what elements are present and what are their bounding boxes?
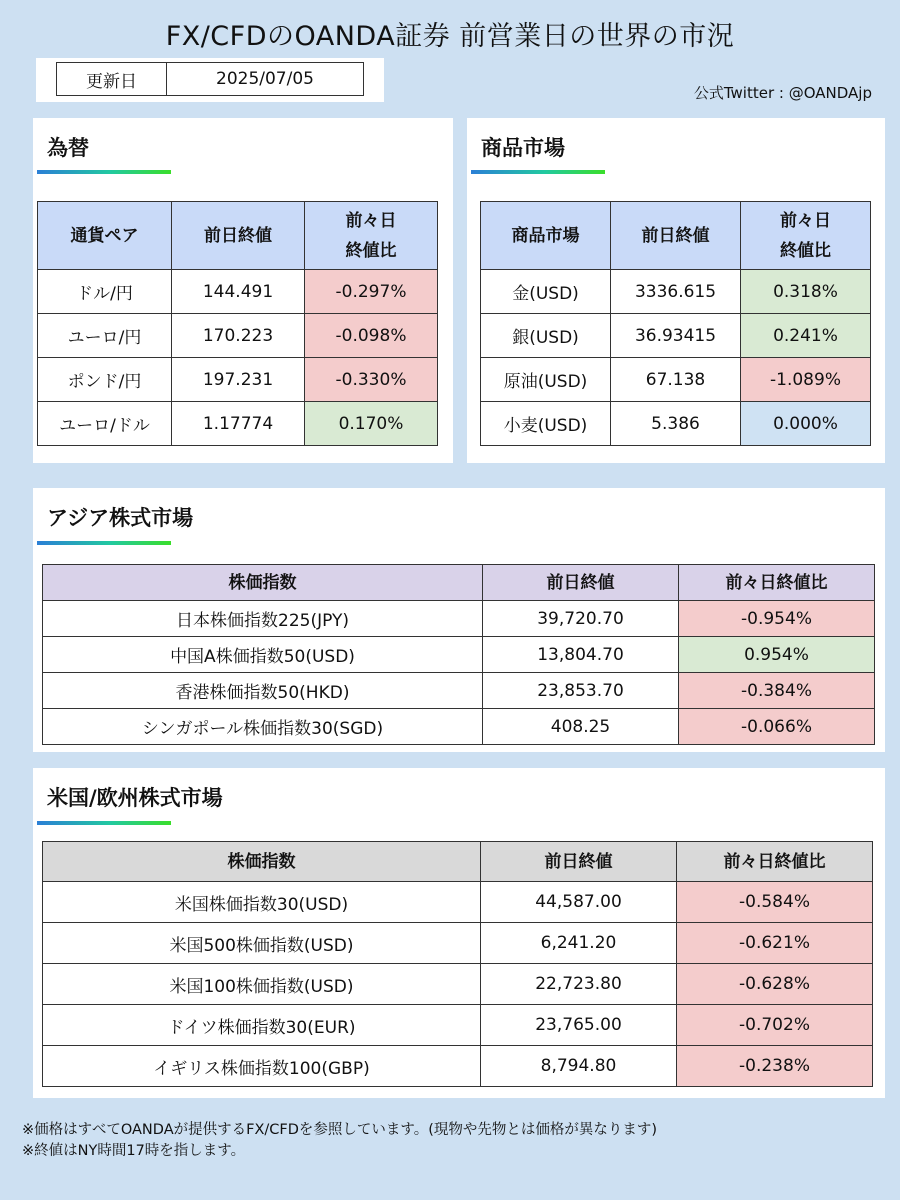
update-date-box: [36, 58, 384, 102]
close-value: 408.25: [483, 709, 679, 745]
column-header: 前日終値: [481, 842, 677, 882]
row-label: 原油(USD): [481, 358, 611, 402]
change-value: -0.702%: [677, 1005, 873, 1046]
fx-table: [37, 201, 438, 446]
table-row: [481, 314, 871, 358]
footer-note-1: ※価格はすべてOANDAが提供するFX/CFDを参照しています。(現物や先物とは価格が異なります): [22, 1122, 658, 1138]
change-value: 0.000%: [741, 402, 871, 446]
asia-panel: [33, 488, 885, 752]
useu-panel: [33, 768, 885, 1098]
column-header: 株価指数: [43, 565, 483, 601]
column-header: 前々日終値比: [679, 565, 875, 601]
row-label: 銀(USD): [481, 314, 611, 358]
close-value: 23,765.00: [481, 1005, 677, 1046]
useu-title-underline: [37, 821, 171, 825]
table-row: [38, 402, 438, 446]
table-header-row: [43, 842, 873, 882]
close-value: 39,720.70: [483, 601, 679, 637]
asia-table: [42, 564, 875, 745]
table-row: [481, 358, 871, 402]
change-value: 0.241%: [741, 314, 871, 358]
column-header: 前々日終値比: [677, 842, 873, 882]
table-header-row: [481, 202, 871, 270]
page-title: FX/CFDのOANDA証券 前営業日の世界の市況: [165, 21, 735, 52]
table-row: [43, 709, 875, 745]
table-row: [38, 358, 438, 402]
table-row: [43, 964, 873, 1005]
close-value: 6,241.20: [481, 923, 677, 964]
change-value: -0.238%: [677, 1046, 873, 1087]
row-label: 中国A株価指数50(USD): [43, 637, 483, 673]
commodity-title-underline: [471, 170, 605, 174]
useu-table: [42, 841, 873, 1087]
column-header: 前日終値: [483, 565, 679, 601]
close-value: 13,804.70: [483, 637, 679, 673]
row-label: 米国株価指数30(USD): [43, 882, 481, 923]
change-value: -0.098%: [305, 314, 438, 358]
table-row: [43, 601, 875, 637]
fx-title-underline: [37, 170, 171, 174]
change-value: -0.954%: [679, 601, 875, 637]
row-label: イギリス株価指数100(GBP): [43, 1046, 481, 1087]
column-header: 通貨ペア: [38, 202, 172, 270]
row-label: シンガポール株価指数30(SGD): [43, 709, 483, 745]
footer-note-2: ※終値はNY時間17時を指します。: [22, 1143, 246, 1159]
row-label: ユーロ/ドル: [38, 402, 172, 446]
change-value: -0.330%: [305, 358, 438, 402]
commodity-panel: [467, 118, 885, 463]
close-value: 5.386: [611, 402, 741, 446]
row-label: 香港株価指数50(HKD): [43, 673, 483, 709]
row-label: 米国500株価指数(USD): [43, 923, 481, 964]
table-row: [43, 923, 873, 964]
asia-title-underline: [37, 541, 171, 545]
change-value: -0.384%: [679, 673, 875, 709]
table-row: [481, 402, 871, 446]
row-label: 小麦(USD): [481, 402, 611, 446]
commodity-table: [480, 201, 871, 446]
table-row: [43, 1005, 873, 1046]
close-value: 8,794.80: [481, 1046, 677, 1087]
close-value: 197.231: [172, 358, 305, 402]
change-value: -0.628%: [677, 964, 873, 1005]
column-header: 前日終値: [172, 202, 305, 270]
close-value: 144.491: [172, 270, 305, 314]
table-row: [38, 314, 438, 358]
update-date: 2025/07/05: [167, 63, 364, 96]
row-label: 金(USD): [481, 270, 611, 314]
twitter-handle: 公式Twitter : @OANDAjp: [693, 84, 872, 102]
table-row: [38, 270, 438, 314]
asia-panel-title: アジア株式市場: [47, 506, 194, 530]
close-value: 36.93415: [611, 314, 741, 358]
fx-panel: [33, 118, 453, 463]
change-value: -0.297%: [305, 270, 438, 314]
table-row: [43, 637, 875, 673]
close-value: 1.17774: [172, 402, 305, 446]
close-value: 44,587.00: [481, 882, 677, 923]
column-header: 前々日 終値比: [305, 202, 438, 270]
close-value: 3336.615: [611, 270, 741, 314]
row-label: ユーロ/円: [38, 314, 172, 358]
row-label: ポンド/円: [38, 358, 172, 402]
row-label: ドイツ株価指数30(EUR): [43, 1005, 481, 1046]
change-value: -1.089%: [741, 358, 871, 402]
useu-panel-title: 米国/欧州株式市場: [47, 786, 223, 810]
commodity-panel-title: 商品市場: [481, 136, 565, 160]
change-value: -0.584%: [677, 882, 873, 923]
footer-notes: [22, 1120, 657, 1162]
table-row: [43, 882, 873, 923]
table-header-row: [43, 565, 875, 601]
close-value: 170.223: [172, 314, 305, 358]
row-label: 米国100株価指数(USD): [43, 964, 481, 1005]
row-label: ドル/円: [38, 270, 172, 314]
column-header: 前々日 終値比: [741, 202, 871, 270]
table-row: [481, 270, 871, 314]
column-header: 株価指数: [43, 842, 481, 882]
table-row: [43, 673, 875, 709]
change-value: -0.066%: [679, 709, 875, 745]
table-row: [43, 1046, 873, 1087]
row-label: 日本株価指数225(JPY): [43, 601, 483, 637]
fx-panel-title: 為替: [47, 136, 89, 160]
close-value: 67.138: [611, 358, 741, 402]
change-value: 0.954%: [679, 637, 875, 673]
update-label: 更新日: [57, 63, 167, 96]
close-value: 22,723.80: [481, 964, 677, 1005]
change-value: 0.318%: [741, 270, 871, 314]
column-header: 商品市場: [481, 202, 611, 270]
change-value: 0.170%: [305, 402, 438, 446]
change-value: -0.621%: [677, 923, 873, 964]
column-header: 前日終値: [611, 202, 741, 270]
close-value: 23,853.70: [483, 673, 679, 709]
table-header-row: [38, 202, 438, 270]
